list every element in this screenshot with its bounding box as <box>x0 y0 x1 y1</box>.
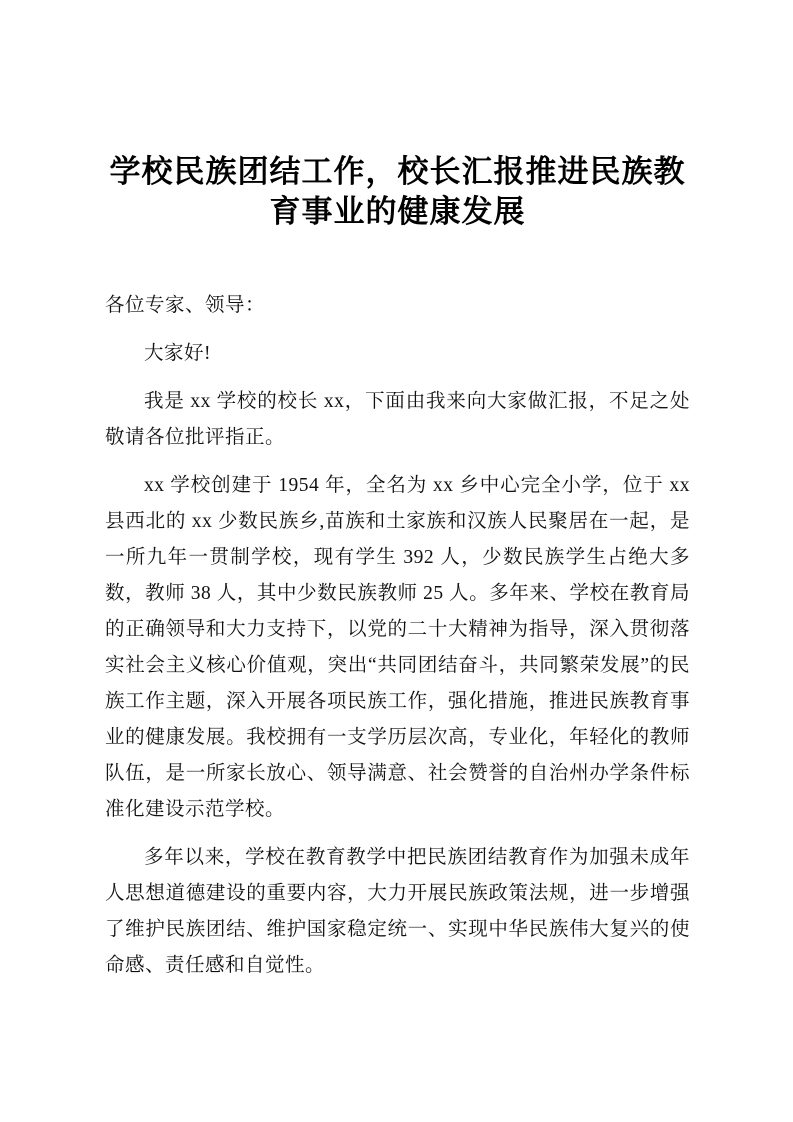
paragraph-school-overview: xx 学校创建于 1954 年，全名为 xx 乡中心完全小学，位于 xx 县西北的 xx 少数民族乡,苗族和土家族和汉族人民聚居在一起，是一所九年一贯制学校，现有学生 392 人，少数民族学生占绝大多数，教师 38 人，其中少数民族教师 25 人。多年来、学校在教育局的正确领导和大力支持下，以党的二十大精神为指导，深入贯彻落实社会主义核心价值观，突出“共同团结奋斗，共同繁荣发展”的民族工作主题，深入开展各项民族工作，强化措施，推进民族教育事业的健康发展。我校拥有一支学历层次高，专业化，年轻化的教师队伍，是一所家长放心、领导满意、社会赞誉的自治州办学条件标准化建设示范学校。 <box>105 475 690 820</box>
paragraph-unity-education: 多年以来，学校在教育教学中把民族团结教育作为加强未成年人思想道德建设的重要内容，大力开展民族政策法规，进一步增强了维护民族团结、维护国家稳定统一、实现中华民族伟大复兴的使命感、责任感和自觉性。 <box>105 847 690 976</box>
paragraph-greeting: 大家好! <box>144 343 211 364</box>
paragraph-introduction: 我是 xx 学校的校长 xx，下面由我来向大家做汇报，不足之处敬请各位批评指正。 <box>105 391 690 448</box>
paragraph-salutation: 各位专家、领导： <box>105 295 266 316</box>
document-body <box>105 288 690 984</box>
document-title: 学校民族团结工作，校长汇报推进民族教育事业的健康发展 <box>109 154 686 229</box>
